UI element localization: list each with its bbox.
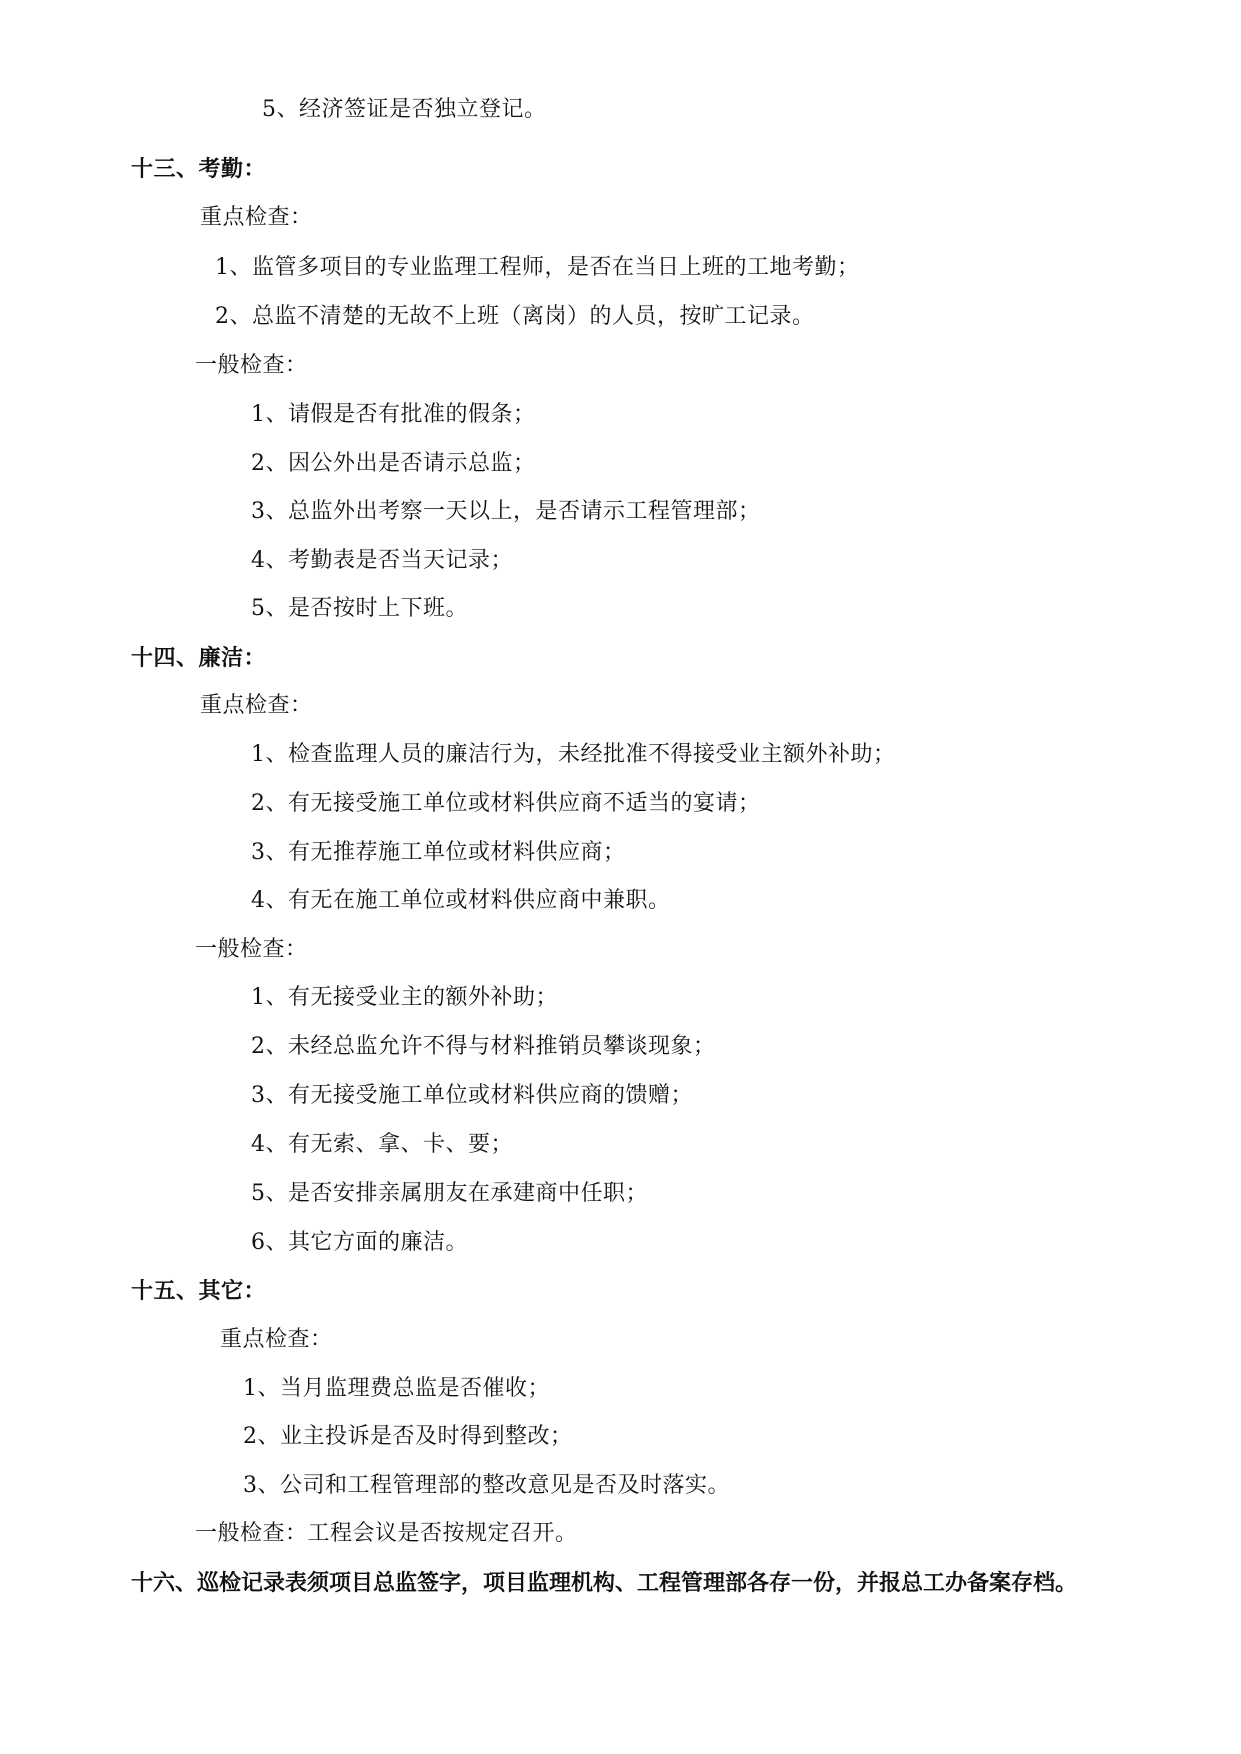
s15-general-line: 一般检查：工程会议是否按规定召开。 xyxy=(195,1521,578,1546)
s14-general-item-4: 4、有无索、拿、卡、要； xyxy=(251,1132,513,1157)
s13-general-item-4: 4、考勤表是否当天记录； xyxy=(251,548,513,573)
s14-key-item-3: 3、有无推荐施工单位或材料供应商； xyxy=(251,840,626,865)
s14-general-item-3: 3、有无接受施工单位或材料供应商的馈赠； xyxy=(251,1083,693,1108)
s14-key-item-1: 1、检查监理人员的廉洁行为，未经批准不得接受业主额外补助； xyxy=(251,742,896,767)
s13-general-item-3: 3、总监外出考察一天以上，是否请示工程管理部； xyxy=(251,499,761,524)
section-15-title: 十五、其它： xyxy=(131,1278,267,1304)
s14-key-item-2: 2、有无接受施工单位或材料供应商不适当的宴请； xyxy=(251,791,761,816)
s13-general-item-5: 5、是否按时上下班。 xyxy=(251,596,468,621)
s14-general-item-1: 1、有无接受业主的额外补助； xyxy=(251,985,558,1010)
s12-item-5: 5、经济签证是否独立登记。 xyxy=(262,97,547,122)
section-13-title: 十三、考勤： xyxy=(131,156,267,182)
s13-general-item-2: 2、因公外出是否请示总监； xyxy=(251,451,536,476)
s14-general-item-2: 2、未经总监允许不得与材料推销员攀谈现象； xyxy=(251,1034,716,1059)
s14-key-label: 重点检查： xyxy=(200,693,313,718)
s15-key-item-1: 1、当月监理费总监是否催收； xyxy=(243,1376,550,1401)
s14-general-item-6: 6、其它方面的廉洁。 xyxy=(251,1230,468,1255)
s15-key-item-3: 3、公司和工程管理部的整改意见是否及时落实。 xyxy=(243,1473,730,1498)
s14-general-label: 一般检查： xyxy=(195,937,308,962)
s14-general-item-5: 5、是否安排亲属朋友在承建商中任职； xyxy=(251,1181,648,1206)
s14-key-item-4: 4、有无在施工单位或材料供应商中兼职。 xyxy=(251,888,671,913)
s15-key-item-2: 2、业主投诉是否及时得到整改； xyxy=(243,1424,573,1449)
s13-general-item-1: 1、请假是否有批准的假条； xyxy=(251,402,536,427)
section-14-title: 十四、廉洁： xyxy=(131,645,267,671)
s13-key-item-2: 2、总监不清楚的无故不上班（离岗）的人员，按旷工记录。 xyxy=(215,304,815,329)
section-16-title: 十六、巡检记录表须项目总监签字，项目监理机构、工程管理部各存一份，并报总工办备案存档。 xyxy=(131,1570,1078,1596)
s13-key-item-1: 1、监管多项目的专业监理工程师，是否在当日上班的工地考勤； xyxy=(215,255,860,280)
s13-general-label: 一般检查： xyxy=(195,353,308,378)
s15-key-label: 重点检查： xyxy=(220,1327,333,1352)
s13-key-label: 重点检查： xyxy=(200,205,313,230)
